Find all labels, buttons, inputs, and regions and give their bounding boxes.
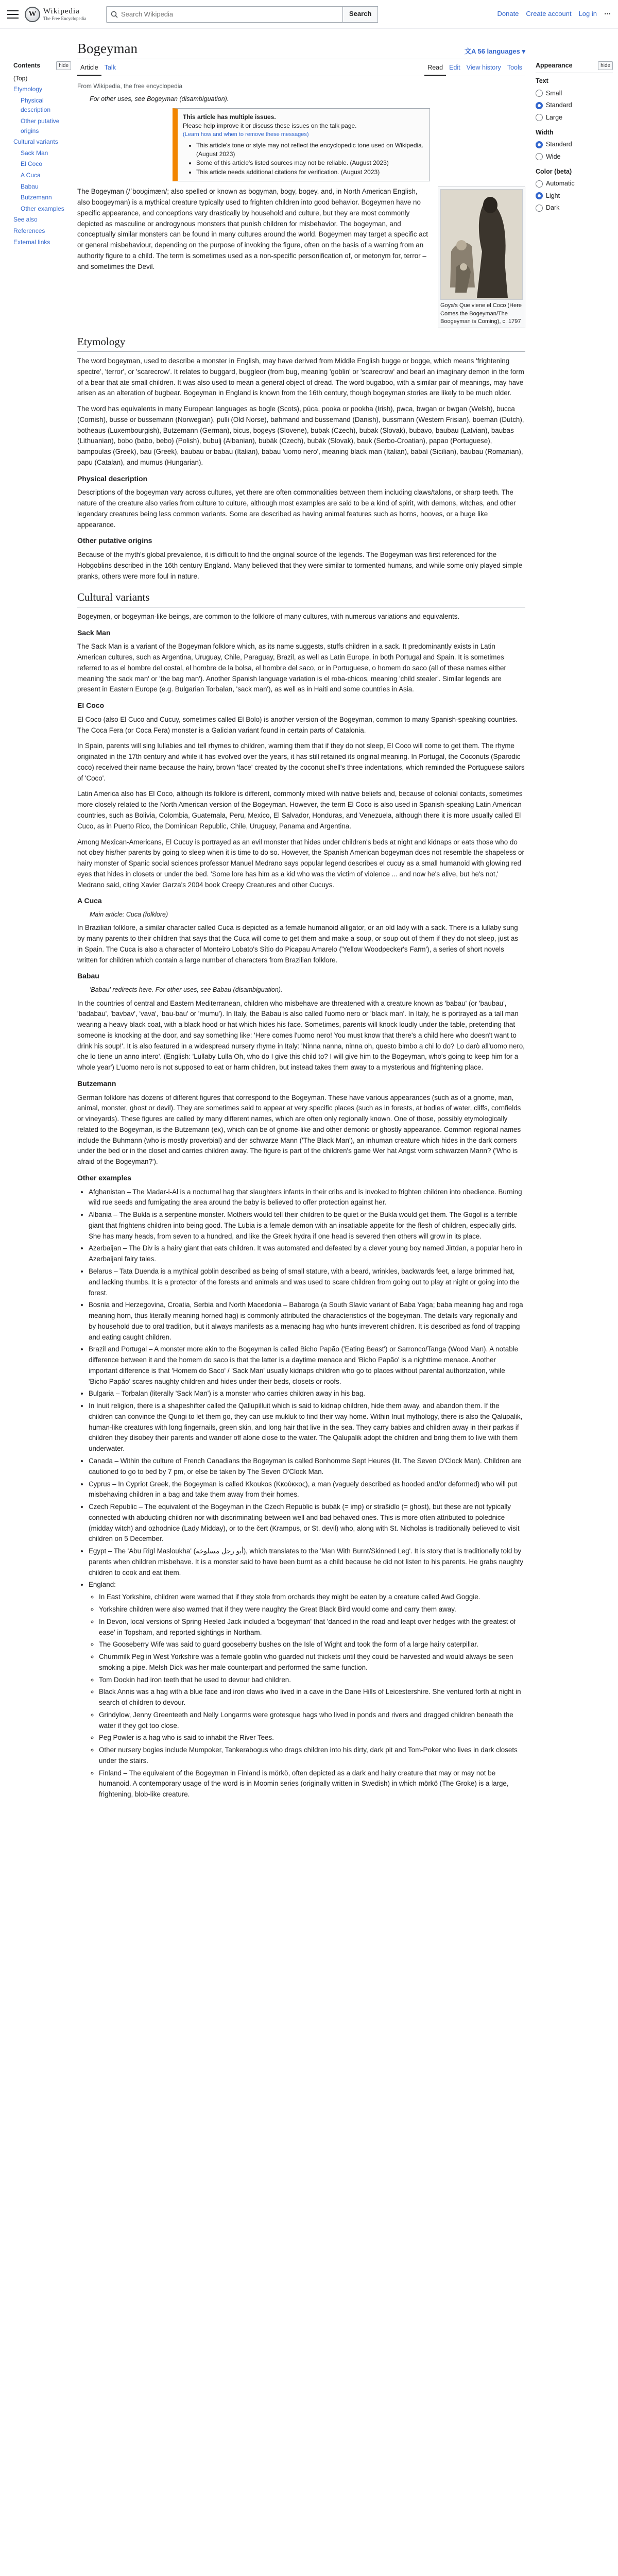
appearance-title: Appearance — [536, 62, 573, 69]
paragraph: Bogeymen, or bogeyman-like beings, are common to the folklore of many cultures, with numerous variations and equivalents. — [77, 612, 460, 620]
section-heading: Other examples — [77, 1173, 132, 1182]
color-radio[interactable] — [536, 179, 613, 189]
goya-etching-image[interactable] — [440, 189, 523, 300]
list-item: • Canada – Within the culture of French Canadians the Bogeyman is called Bonhomme Sept Heures (lit. The Seven O'Clock Man). Children are cautioned to go to bed by 7 pm, or else be taken by The Seven O'Clock Man. — [89, 1456, 525, 1478]
paragraph: In Spain, parents will sing lullabies and tell rhymes to children, warning them that if they do not sleep, El Coco will come to get them. The rhyme originated in the 17th century and while it has evolved over the years, it has still retained its original meaning. In Portugal, the Coconuts (Sparodic coco) received their name because the hairy, brown 'face' created by the coconut shell's three indentations, which reminded the Portuguese sailors of 'Coco'. — [77, 742, 525, 782]
logo-wordmark: Wikipedia — [43, 7, 80, 15]
issues-learn-link[interactable]: (Learn how and when to remove these messages) — [183, 131, 309, 138]
radio-label: Dark — [546, 204, 560, 212]
logo-tagline: The Free Encyclopedia — [43, 15, 87, 21]
section-heading: Etymology — [77, 333, 525, 352]
color-radio[interactable] — [536, 203, 613, 213]
site-header — [0, 0, 618, 29]
section-heading: A Cuca — [77, 896, 102, 905]
list-item: • England: — [89, 1580, 525, 1590]
list-item: ◦ Finland – The equivalent of the Bogeyman in Finland is mörkö, often depicted as a dark and hairy creature that may or may not be humanoid. A contemporary usage of the word is in Moomin series (originally written in Swedish) in which mörkö (The Groke) is a large, frightening, blob-like creature. — [99, 1768, 525, 1800]
list-item: ◦ The Gooseberry Wife was said to guard gooseberry bushes on the Isle of Wight and took the form of a large hairy caterpillar. — [99, 1639, 525, 1650]
paragraph: Among Mexican-Americans, El Cucuy is portrayed as an evil monster that hides under children's beds at night and kidnaps or eats those who do not obey his/her parents by going to sleep when it is time to do so. However, the Spanish American bogeyman does not resemble the shapeless or hairy monster of Spanic social sciences professor Manuel Medrano says popular legend describes el cucuy as a small humanoid with glowing red eyes that hides in closets or under the bed. 'Some lore has him as a kid who was the victim of violence ... and now he's alive, but he's not,' Medrano said, citing Xavier Garza's 2004 book Creepy Creatures and other Cucuys. — [77, 838, 524, 889]
section-heading: Sack Man — [77, 628, 111, 637]
tabs-spacer — [119, 61, 424, 76]
infobox-image — [438, 187, 525, 328]
list-item: ◦ Peg Powler is a hag who is said to inhabit the River Tees. — [99, 1733, 525, 1743]
toc-item[interactable]: References — [13, 227, 45, 234]
radio-dot — [536, 141, 543, 148]
color-label: Color (beta) — [536, 168, 572, 175]
list-item: ◦ In Devon, local versions of Spring Heeled Jack included a 'bogeyman' that 'danced in the road and leapt over hedges with the greatest of ease' in Topsham, and reported sightings in Northam. — [99, 1617, 525, 1638]
paragraph: In Brazilian folklore, a similar character called Cuca is depicted as a female humanoid alligator, or an old lady with a sack. There is a lullaby sung by many parents to their children that says that the Cuca will come to get them and make a soup, or soup out of them if they do not sleep, just as in Spain. The Cuca is also a character of Monteiro Lobato's Sítio do Picapau Amarelo ('Yellow Woodpecker's Farm'), a series of short novels written for children which contain a large number of characters from Brazilian folklore. — [77, 924, 518, 964]
list-item: • Egypt – The 'Abu Rigl Masloukha' (أبو رجل مسلوخة), which translates to the 'Man With Burnt/Skinned Leg'. It is story that is traditionally told by parents when children misbehave. It is a monster said to have been burnt as a child because he did not listen to his parents. He grabs naughty children to cook and eat them. — [89, 1546, 525, 1578]
list-item: • Czech Republic – The equivalent of the Bogeyman in the Czech Republic is bubák (= imp) or strašidlo (= ghost), but these are not typically connected with abducting children nor with discriminating between well and bad behaved ones. This is more often attributed to polednice (midday witch) and ozhodnice (Lady Midday), or to the čert (Krampus, or St. devil) who, along with St. Nicholas is traditionally believed to visit children on 5 December. — [89, 1502, 525, 1545]
issues-list — [183, 141, 424, 177]
paragraph: In the countries of central and Eastern Mediterranean, children who misbehave are threatened with a creature known as 'babau' (or 'baubau', 'badabau', 'bavbav', 'vava', 'bau-bau' or 'mumu'). In Italy, the Babau is also called l'uomo nero or 'black man'. In Italy, he is portrayed as a tall man wearing a heavy black coat, with a black hood or hat which hides his face. Sometimes, parents will knock loudly under the table, pretending that someone is knocking at the door, and say something like: 'Here comes l'uomo nero! You must know that there's a child here who doesn't want to drink his soup!'. It is also featured in a widespread nursery rhyme in Italy: 'Ninna nanna, ninna oh, questo bimbo a chi lo do? Lo darò all'uomo nero, che lo tiene un anno intero'. (English: 'Lullaby Lulla Oh, who do I give this child to? I will give him to the Bogeyman, who's going to keep him for a whole year') L'uomo nero is not supposed to eat or harm children, but instead takes them away to a mysterious and frightening place. — [77, 999, 525, 1072]
list-item: • Bosnia and Herzegovina, Croatia, Serbia and North Macedonia – Babaroga (a South Slavic variant of Baba Yaga; baba meaning hag and roga meaning horn, thus literally meaning horned hag) is commonly attributed the characteristics of the bogeyman. The details vary regionally and by household due to oral tradition, but it always manifests as a menacing hag who hunts irreverent children. It is described as fond of trapping and eating caught children. — [89, 1300, 525, 1343]
radio-dot — [536, 205, 543, 212]
width-radio[interactable] — [536, 140, 613, 149]
issue-item: • This article's tone or style may not reflect the encyclopedic tone used on Wikipedia. (August 2023) — [196, 141, 424, 159]
list-item: • Afghanistan – The Madar-i-Al is a nocturnal hag that slaughters infants in their cribs and is invoked to frighten children into obedience. Burning wild rue seeds and fumigating the area around the baby is believed to offer protection against her. — [89, 1187, 525, 1209]
search-button[interactable]: Search — [342, 6, 378, 23]
radio-dot — [536, 102, 543, 109]
multiple-issues-box — [173, 108, 430, 181]
toc-item[interactable]: El Coco — [21, 160, 43, 168]
radio-label: Standard — [546, 101, 572, 109]
tab-read[interactable]: Read — [424, 61, 446, 76]
issues-title: This article has multiple issues. — [183, 113, 276, 121]
intro-paragraph: The Bogeyman (/ˈboʊɡimæn/; also spelled or known as bogyman, bogy, bogey, and, in North American English, also boogeyman) is a mythical creature typically used to frighten children into good behavior. Bogeymen have no specific appearance, and conceptions vary drastically by household and culture, but they are most commonly depicted as masculine or androgynous monsters that punish children for misbehavior. The bogeyman, and conceptually similar monsters can be found in many cultures around the world. Bogeymen may target a specific act or general misbehaviour, depending on the purpose of invoking the figure, often on the basis of a warning from an authority figure to a child. The term is sometimes used as a non-specific personification of, or metonym for, terror – and sometimes the Devil. — [77, 188, 428, 270]
paragraph: Because of the myth's global prevalence, it is difficult to find the original source of the legends. The Bogeyman was first referenced for the Hobgoblins described in the 16th century England. Many believed that they were similar to tormented humans, and while some only played simple pranks, others were more foul in nature. — [77, 551, 523, 580]
list-item: ◦ Grindylow, Jenny Greenteeth and Nelly Longarms were grotesque hags who lived in ponds and rivers and dragged children beneath the water if they got too close. — [99, 1710, 525, 1732]
toc-item[interactable]: Other putative origins — [21, 117, 60, 134]
list-item: ◦ Tom Dockin had iron teeth that he used to devour bad children. — [99, 1675, 525, 1686]
radio-dot — [536, 153, 543, 160]
paragraph: German folklore has dozens of different figures that correspond to the Bogeyman. These have various appearances (such as of a gnome, man, animal, monster, ghost or devil). They are sometimes said to appear at very specific places (such as in forests, at bodies of water, cliffs, cornfields or vineyards). These figures are called by many different names, which are often only regionally known. One of those, possibly etymologically related to the Bogeyman, is the Butzemann (ex), which can be of gnome-like and other demonic or ghostly appearance. Common regional names include the Buhmann (who is mostly proverbial) and der schwarze Mann ('The Black Man'), an inhuman creature which hides in the dark corners under the bed or in the closet and carries children away. The figure is part of the children's game Wer hat Angst vorm schwarzen Mann? ('Who is afraid of the Bogeyman?'). — [77, 1093, 521, 1166]
tab-tools[interactable]: Tools — [507, 64, 522, 71]
more-options-icon[interactable]: ⋯ — [604, 10, 611, 18]
language-count: 56 languages — [477, 47, 520, 56]
paragraph: The word bogeyman, used to describe a monster in English, may have derived from Middle English bugge or bogge, which means 'frightening spectre', 'terror', or 'scarecrow'. It relates to buggard, buggleor (from bug, meaning 'goblin' or 'scarecrow' and bearl an imaginary demon in the form of a bear that ate small children. It was also used to mean a general object of dread. The word bugaboo, with a similar pair of meanings, may have arisen as an alteration of bugbear. Bogeyman in England is known from the 16th century, though bogeyman stories are likely to be much older. — [77, 357, 524, 397]
paragraph: Descriptions of the bogeyman vary across cultures, yet there are often commonalities between them including claws/talons, or sharp teeth. The nature of the creature also varies from culture to culture, although most examples are said to be a kind of spirit, with demons, witches, and other legendary creatures being less common variants. Some are described as having animal features such as horns, hooves, or a huge like appearance. — [77, 488, 516, 529]
issues-intro: Please help improve it or discuss these issues on the talk page. — [183, 122, 357, 130]
tab-talk[interactable]: Talk — [104, 64, 116, 71]
toc-list — [13, 74, 71, 247]
list-item: • Azerbaijan – The Div is a hairy giant that eats children. It was automated and defeated by a clever young boy named Jirtdan, a popular hero in Azerbaijani fairy tales. — [89, 1243, 525, 1265]
article-content — [77, 78, 525, 1805]
table-of-contents — [13, 61, 71, 248]
radio-label: Light — [546, 192, 560, 199]
text-size-radio[interactable] — [536, 100, 613, 110]
section-heading: El Coco — [77, 701, 105, 710]
search-box[interactable] — [106, 6, 343, 23]
color-radio[interactable] — [536, 191, 613, 201]
paragraph: Latin America also has El Coco, although its folklore is different, commonly mixed with native beliefs and, because of colonial contacts, sometimes more closely related to the North American version of the Bogeyman. However, the term El Coco is also used in Spanish-speaking Latin American countries, such as Bolivia, Colombia, Guatemala, Peru, Mexico, El Salvador, Honduras, and Venezuela, although there it is more usually called El Cuco, as in Puerto Rico, the Dominican Republic, Chile, Uruguay, Panama and Argentina. — [77, 790, 523, 830]
hatnote: For other uses, see Bogeyman (disambiguation). — [90, 95, 229, 103]
text-size-radio[interactable] — [536, 89, 613, 98]
page-tabs — [77, 61, 525, 76]
list-item: • Brazil and Portugal – A monster more akin to the Bogeyman is called Bicho Papão ('Eating Beast') or Sarronco/Tanga (Wood Man). A notable difference between it and the homem do saco is that the latter is a daytime menace and 'Bicho Papão' is a nighttime menace. Another important difference is that 'Homem do Saco' / 'Sack Man' usually kidnaps children who go to places without parental authorization, while 'Bicho Papão' scares naughty children and hides under their beds, closets or roofs. — [89, 1344, 525, 1387]
list-item: • Belarus – Tata Duenda is a mythical goblin described as being of small stature, with a beard, wrinkles, backwards feet, a large brimmed hat, and lacking thumbs. It is a protector of the forests and animals and was used to scare children from going out to play at night or going into the forest. — [89, 1266, 525, 1298]
list-item: ◦ Other nursery bogies include Mumpoker, Tankerabogus who drags children into his dirty, dark pit and Tom-Poker who lives in dark closets under the stairs. — [99, 1745, 525, 1767]
toc-title: Contents — [13, 62, 40, 69]
toc-item[interactable]: (Top) — [13, 74, 28, 82]
toc-item[interactable]: Etymology — [13, 86, 43, 93]
toc-item[interactable]: A Cuca — [21, 171, 41, 179]
section-heading: Butzemann — [77, 1079, 116, 1088]
width-label: Width — [536, 128, 554, 136]
list-item: • Bulgaria – Torbalan (literally 'Sack Man') is a monster who carries children away in his bag. — [89, 1388, 525, 1399]
etching-illustration — [441, 190, 523, 300]
radio-label: Automatic — [546, 180, 575, 188]
section-heading: Physical description — [77, 474, 148, 483]
list-item: ◦ Black Annis was a hag with a blue face and iron claws who lived in a cave in the Dane Hills of Leicestershire. She ventured forth at night in search of children to devour. — [99, 1687, 525, 1708]
issue-item: • Some of this article's listed sources may not be reliable. (August 2023) — [196, 159, 424, 167]
radio-label: Wide — [546, 152, 561, 160]
radio-dot — [536, 180, 543, 188]
section-heading: Cultural variants — [77, 589, 525, 607]
text-size-group — [536, 76, 613, 123]
radio-dot — [536, 192, 543, 199]
main-menu-icon[interactable] — [7, 10, 19, 19]
radio-dot — [536, 90, 543, 97]
radio-label: Small — [546, 89, 562, 97]
list-item: ◦ Yorkshire children were also warned that if they were naughty the Great Black Bird would come and carry them away. — [99, 1604, 525, 1615]
radio-label: Standard — [546, 141, 572, 148]
search-icon — [111, 11, 118, 18]
section-heading: Other putative origins — [77, 536, 152, 545]
personal-tools — [497, 9, 611, 19]
tab-view-history[interactable]: View history — [466, 64, 501, 71]
width-radio[interactable] — [536, 152, 613, 162]
color-group — [536, 167, 613, 213]
paragraph: The Sack Man is a variant of the Bogeyman folklore which, as its name suggests, stuffs children in a sack. It predominantly exists in Latin American cultures, such as Argentina, Uruguay, Chile, Paraguay, Brazil, as well as Latin Europe, in both Portugal and Spain. It is sometimes referred to as el hombre del costal, el hombre de la bolsa, el hombre del saco, or in Portuguese, o homem do saco (all of these names either meaning 'the sack man' or 'the bag man'). Another Spanish language variation is el roba-chicos, meaning 'child stealer'. Similar legends are present in Eastern Europe (e.g. Bulgarian Torbalan, 'sack man'), as well as in Haiti and some countries in Asia. — [77, 642, 506, 693]
paragraph: The word has equivalents in many European languages as bogle (Scots), púca, pooka or pookha (Irish), pwca, bwgan or bwgan (Welsh), bucca (Cornish), busse or bussemann (Norwegian), pulli (Old Norse), bøhmand and bussemand (Danish), bussmann (Western Frisian), boeman (Dutch), botheaus (Luxembourgish), Butzemann (German), bicus, bogeys (Slovene), bubak (Czech), bubak (Slovak), bubavo, baubau (Latvian), baubas (Lithuanian), bobo (babo, bebo) (Polish), bubulj (Albanian), bubák (Czech), bubák (Slovak), bauk (Serbo-Croatian), papao (Portuguese), bampoulas (Greek), bau (Greek), baubau or babau (Italian), babau 'uomo nero', meaning black man (Italian), babaí (Sicilian), baubau (Romanian), papu (Catalan), and mumus (Hungarian). — [77, 405, 524, 466]
radio-label: Large — [546, 113, 562, 121]
list-item: • Cyprus – In Cypriot Greek, the Bogeyman is called Kkoukos (Κκούκκος), a man (vaguely described as hooded and/or deformed) who will put misbehaving children in a bag and take them away from their homes. — [89, 1479, 525, 1501]
wikipedia-logo[interactable] — [25, 7, 102, 22]
globe-icon: W — [25, 7, 40, 22]
tab-edit[interactable]: Edit — [449, 64, 460, 71]
toc-item[interactable]: External links — [13, 238, 50, 246]
text-size-radio[interactable] — [536, 113, 613, 123]
login-link[interactable]: Log in — [578, 10, 597, 18]
page-title: Bogeyman — [77, 41, 138, 56]
tab-article[interactable]: Article — [77, 61, 101, 76]
toc-item[interactable]: Butzemann — [21, 194, 52, 201]
examples-list — [77, 1187, 525, 1800]
list-item: ◦ In East Yorkshire, children were warned that if they stole from orchards they might be eaten by a creature called Awd Goggie. — [99, 1592, 525, 1603]
toc-item[interactable]: Sack Man — [21, 149, 48, 157]
width-group — [536, 128, 613, 162]
main-article-note: Main article: Cuca (folklore) — [90, 911, 168, 919]
toc-hide-button[interactable]: hide — [56, 61, 71, 71]
language-button[interactable]: 文A 56 languages ▾ — [464, 47, 525, 56]
issue-item: • This article needs additional citations for verification. (August 2023) — [196, 168, 424, 177]
radio-dot — [536, 114, 543, 121]
toc-item[interactable]: Other examples — [21, 205, 64, 212]
list-item: ◦ Churnmilk Peg in West Yorkshire was a female goblin who guarded nut thickets until they could be harvested and would always be seen smoking a pipe. Melsh Dick was her male counterpart and performed the same function. — [99, 1652, 525, 1673]
list-item: • In Inuit religion, there is a shapeshifter called the Qallupilluit which is said to kidnap children, hide them away, and abandon them. If the children can convince the Qungi to let them go, they can use mukluk to find their way home. Within Inuit mythology, there is also the Qalupalik, human-like creatures with long fingernails, green skin, and long hair that live in the sea. They carry babies and children away in their parkas if children they disobey their parents and wander off alone close to the water. The Qalupalik adopt the children and bring them to live with them underwater. — [89, 1401, 525, 1454]
title-bar — [77, 40, 525, 59]
donate-link[interactable]: Donate — [497, 10, 519, 18]
toc-item[interactable]: See also — [13, 216, 38, 224]
text-size-label: Text — [536, 77, 548, 85]
main-article-note: 'Babau' redirects here. For other uses, see Babau (disambiguation). — [90, 986, 283, 994]
list-item: • Albania – The Bukla is a serpentine monster. Mothers would tell their children to be quiet or the Bukla would get them. The Gogol is a terrible giant that frightens children into being good. The Lubia is a female demon with an insatiable appetite for the flesh of children, especially girls. She has many heads, from seven to a hundred, and like the Greek hydra if one head is severed then others will grow in its place. — [89, 1210, 525, 1242]
article-sections — [77, 277, 525, 1800]
search-input[interactable] — [121, 10, 338, 18]
toc-item[interactable]: Physical description — [21, 96, 51, 114]
toc-item[interactable]: Cultural variants — [13, 138, 58, 146]
create-account-link[interactable]: Create account — [526, 10, 572, 18]
section-heading: Babau — [77, 972, 99, 980]
appearance-panel — [536, 61, 613, 218]
appearance-hide-button[interactable]: hide — [598, 61, 613, 71]
site-sub: From Wikipedia, the free encyclopedia — [77, 82, 183, 90]
infobox-caption: Goya's Que viene el Coco (Here Comes the Bogeyman/The Boogeyman is Coming), c. 1797 — [440, 302, 522, 325]
toc-item[interactable]: Babau — [21, 182, 39, 190]
paragraph: El Coco (also El Cuco and Cucuy, sometimes called El Bolo) is another version of the Bogeyman, common to many Spanish-speaking countries. The Coca Fera (or Coca Fera) monster is a Galician variant found in certain parts of Catalonia. — [77, 715, 518, 734]
